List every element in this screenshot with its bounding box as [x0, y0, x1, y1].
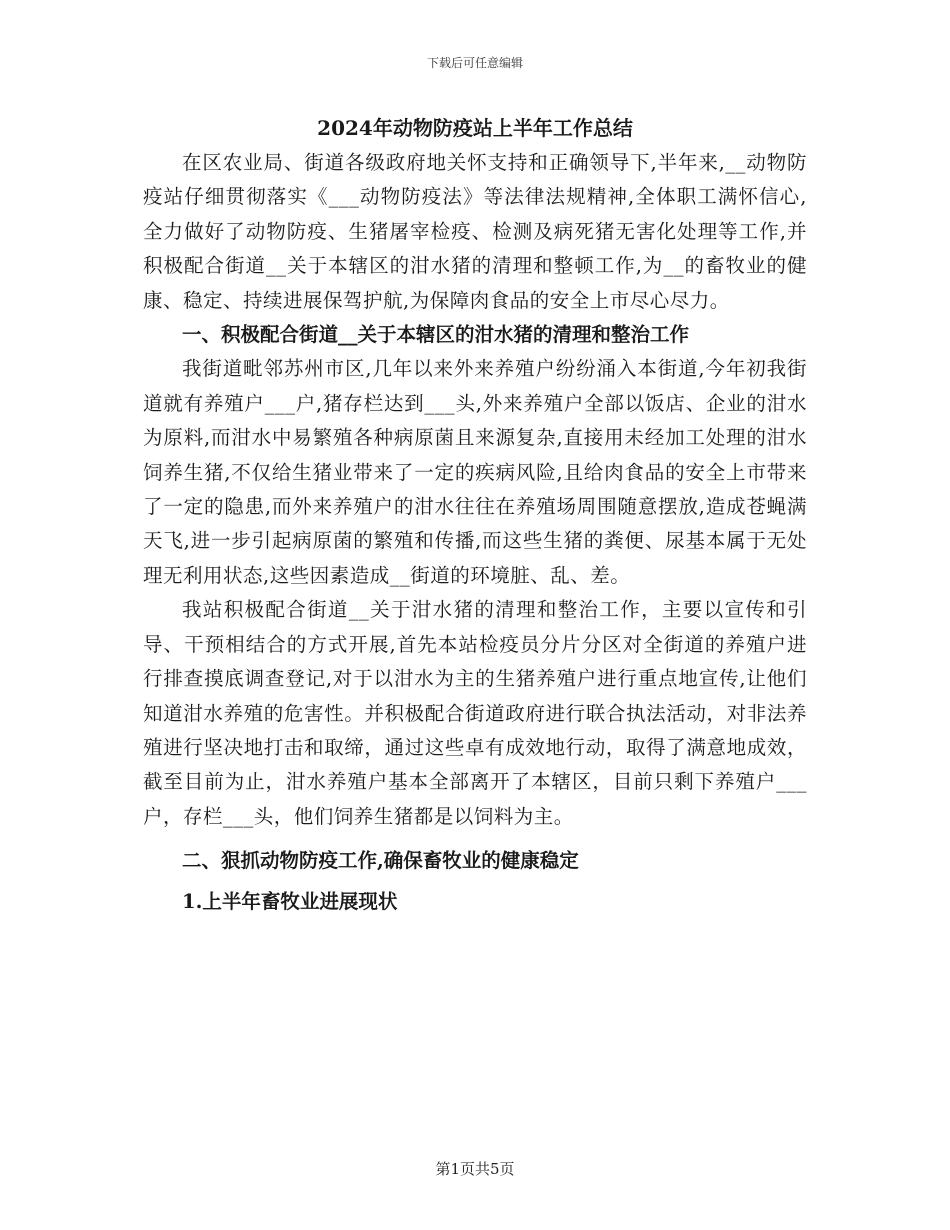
- intro-paragraph: 在区农业局、街道各级政府地关怀支持和正确领导下,半年来,__动物防疫站仔细贯彻落实《___动物防疫法》等法律法规精神,全体职工满怀信心,全力做好了动物防疫、生猪屠宰检疫、检测及病死猪无害化处理等工作,并积极配合街道__关于本辖区的泔水猪的清理和整顿工作,为__的畜牧业的健康、稳定、持续进展保驾护航,为保障肉食品的安全上市尽心尽力。: [143, 151, 807, 312]
- section-2-subheading-1: 1.上半年畜牧业进展现状: [182, 889, 398, 913]
- section-1-heading: 一、积极配合街道__关于本辖区的泔水猪的清理和整治工作: [182, 323, 690, 347]
- page-number: 第1页共5页: [435, 1160, 515, 1178]
- document-title: 2024年动物防疫站上半年工作总结: [317, 116, 633, 140]
- document-body: [143, 112, 807, 919]
- header-note: 下载后可任意编辑: [426, 56, 523, 70]
- section-1-paragraph-2: 我站积极配合街道__关于泔水猪的清理和整治工作，主要以宣传和引导、干预相结合的方式开展,首先本站检疫员分片分区对全街道的养殖户进行排查摸底调查登记,对于以泔水为主的生猪养殖户进行重点地宣传,让他们知道泔水养殖的危害性。并积极配合街道政府进行联合执法活动，对非法养殖进行坚决地打击和取缔，通过这些卓有成效地行动，取得了满意地成效，截至目前为止，泔水养殖户基本全部离开了本辖区，目前只剩下养殖户___户，存栏___头，他们饲养生猪都是以饲料为主。: [143, 598, 807, 828]
- section-2-heading: 二、狠抓动物防疫工作,确保畜牧业的健康稳定: [182, 849, 579, 873]
- section-1-paragraph-1: 我街道毗邻苏州市区,几年以来外来养殖户纷纷涌入本街道,今年初我街道就有养殖户___户,猪存栏达到___头,外来养殖户全部以饭店、企业的泔水为原料,而泔水中易繁殖各种病原菌且来源复杂,直接用未经加工处理的泔水饲养生猪,不仅给生猪业带来了一定的疾病风险,且给肉食品的安全上市带来了一定的隐患,而外来养殖户的泔水往往在养殖场周围随意摆放,造成苍蝇满天飞,进一步引起病原菌的繁殖和传播,而这些生猪的粪便、尿基本属于无处理无利用状态,这些因素造成__街道的环境脏、乱、差。: [143, 357, 807, 587]
